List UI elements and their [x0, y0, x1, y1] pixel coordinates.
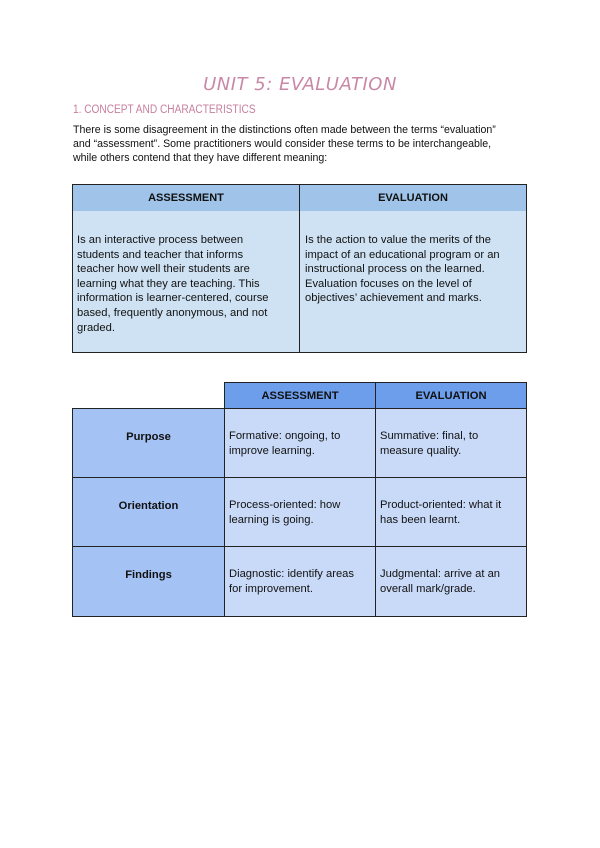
cell-line: Diagnostic: identify areas	[229, 568, 354, 580]
cell-line: overall mark/grade.	[380, 582, 476, 595]
definition-line: Evaluation focuses on the level of	[305, 277, 472, 290]
definition-line: information is learner-centered, course	[77, 292, 269, 305]
definition-line: teacher how well their students are	[77, 263, 250, 276]
purpose-assessment-cell	[224, 408, 376, 478]
definition-line: learning what they are teaching. This	[77, 277, 260, 290]
orientation-evaluation-cell	[375, 477, 527, 547]
cell-line: for improvement.	[229, 582, 313, 595]
cell-line: Process-oriented: how	[229, 499, 341, 511]
definition-line: Is the action to value the merits of the	[305, 234, 491, 246]
purpose-evaluation-cell	[375, 408, 527, 478]
intro-line: while others contend that they have different meaning:	[73, 152, 328, 164]
definition-line: instructional process on the learned.	[305, 263, 485, 276]
intro-line: There is some disagreement in the distinctions often made between the terms “evaluation”	[73, 124, 496, 136]
cell-line: Judgmental: arrive at an	[380, 568, 501, 580]
row-label-purpose: Purpose	[72, 408, 225, 478]
definition-line: graded.	[77, 321, 115, 334]
comparison-table	[72, 382, 527, 617]
column-divider	[299, 185, 300, 352]
comparison-header-assessment: ASSESSMENT	[224, 382, 376, 409]
assessment-definition	[77, 233, 299, 335]
definitions-table	[72, 184, 527, 353]
orientation-assessment-cell	[224, 477, 376, 547]
definition-line: students and teacher that informs	[77, 248, 244, 261]
definition-line: objectives’ achievement and marks.	[305, 292, 482, 305]
comparison-header-evaluation: EVALUATION	[375, 382, 527, 409]
definitions-header-evaluation: EVALUATION	[378, 192, 448, 204]
cell-line: Formative: ongoing, to	[229, 430, 341, 442]
cell-line: measure quality.	[380, 444, 462, 457]
cell-line: improve learning.	[229, 444, 315, 457]
definition-line: based, frequently anonymous, and not	[77, 306, 268, 319]
row-label-orientation: Orientation	[72, 477, 225, 547]
cell-line: Summative: final, to	[380, 430, 479, 442]
section-heading: 1. CONCEPT AND CHARACTERISTICS	[73, 104, 256, 116]
cell-line: has been learnt.	[380, 513, 461, 526]
cell-line: Product-oriented: what it	[380, 499, 502, 511]
intro-paragraph	[73, 123, 533, 165]
definition-line: impact of an educational program or an	[305, 248, 500, 261]
findings-evaluation-cell	[375, 546, 527, 617]
intro-line: and “assessment”. Some practitioners would consider these terms to be interchangeable,	[73, 138, 492, 150]
definitions-header-assessment: ASSESSMENT	[148, 192, 224, 204]
row-label-findings: Findings	[72, 546, 225, 617]
cell-line: learning is going.	[229, 513, 314, 526]
definition-line: Is an interactive process between	[77, 234, 244, 246]
page-title: UNIT 5: EVALUATION	[203, 74, 397, 95]
evaluation-definition	[305, 233, 525, 306]
findings-assessment-cell	[224, 546, 376, 617]
